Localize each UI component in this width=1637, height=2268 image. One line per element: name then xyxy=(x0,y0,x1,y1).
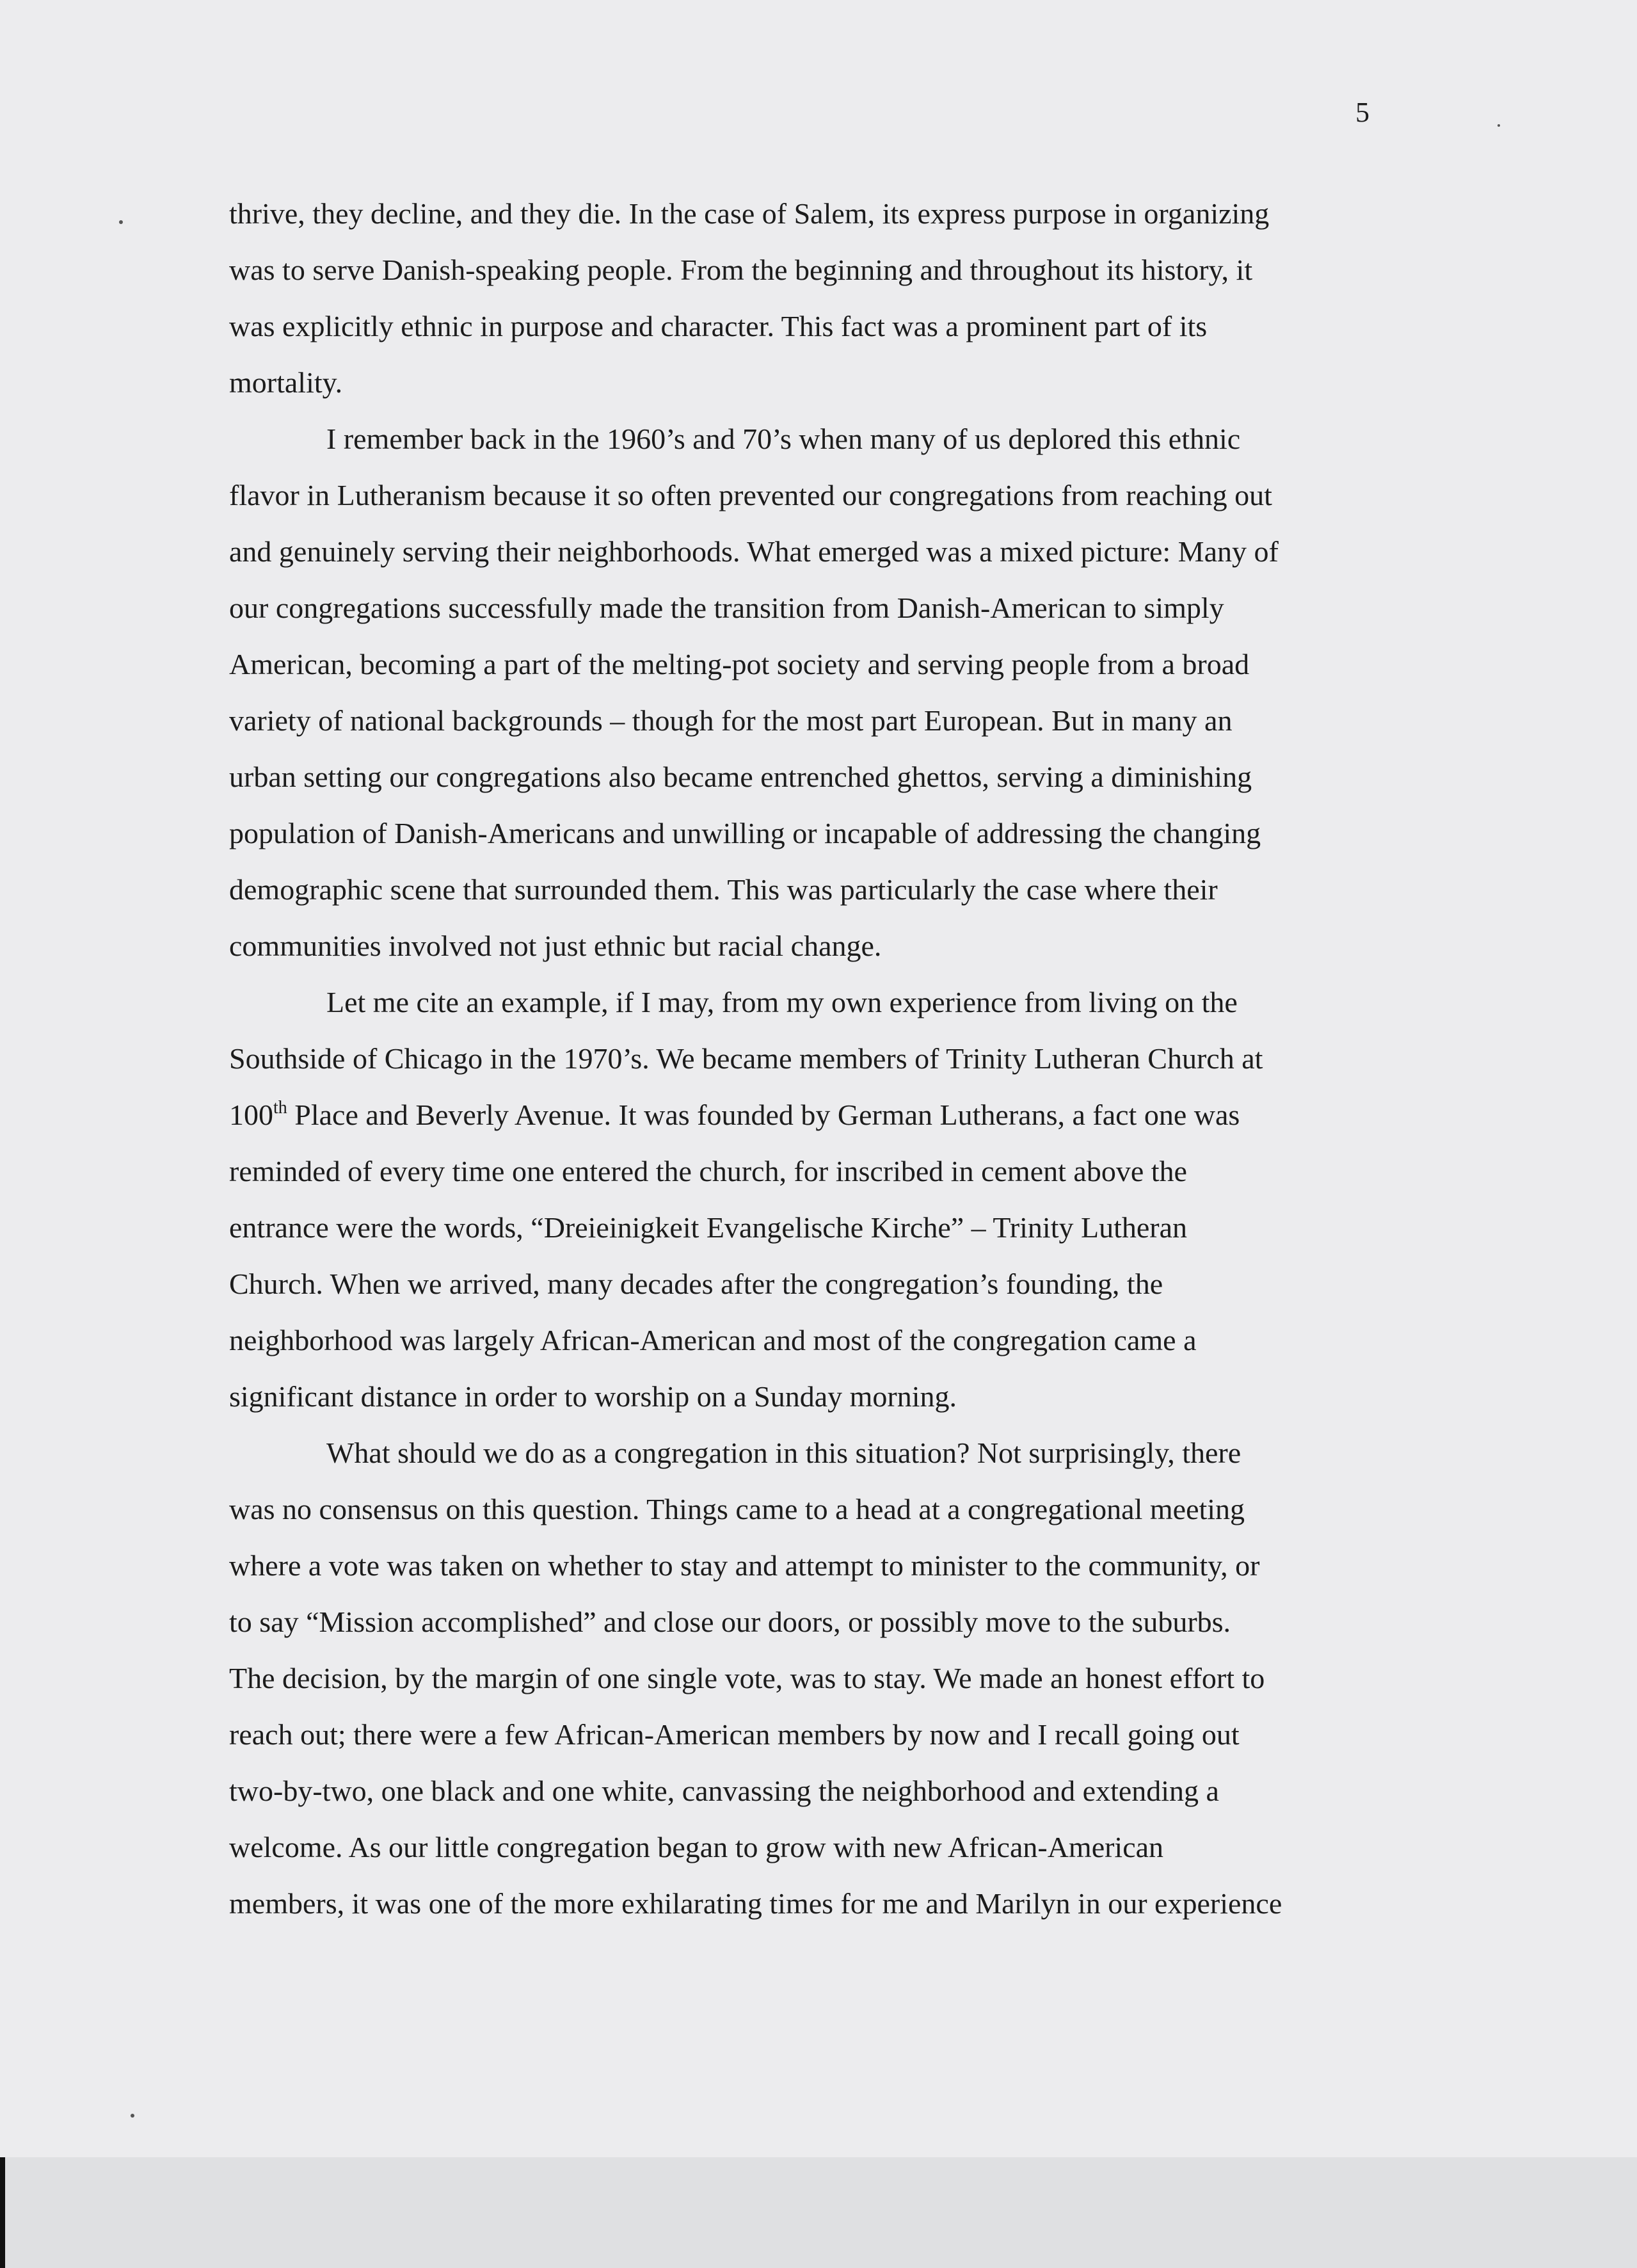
text-line: thrive, they decline, and they die. In the case of Salem, its express purpose in organizing xyxy=(229,197,1270,230)
text-line: The decision, by the margin of one single vote, was to stay. We made an honest effort to xyxy=(229,1662,1265,1694)
text-line: was to serve Danish-speaking people. From the beginning and throughout its history, it xyxy=(229,253,1253,286)
page-number: 5 xyxy=(1355,97,1369,128)
text-line: our congregations successfully made the transition from Danish-American to simply xyxy=(229,591,1224,624)
text-line: welcome. As our little congregation began to grow with new African-American xyxy=(229,1831,1164,1863)
text-line: to say “Mission accomplished” and close our doors, or possibly move to the suburbs. xyxy=(229,1605,1231,1638)
text-line: Southside of Chicago in the 1970’s. We became members of Trinity Lutheran Church at xyxy=(229,1042,1263,1075)
ordinal-superscript: th xyxy=(273,1098,287,1118)
text-line: was explicitly ethnic in purpose and character. This fact was a prominent part of its xyxy=(229,310,1208,342)
text-line: where a vote was taken on whether to stay and attempt to minister to the community, or xyxy=(229,1549,1260,1582)
text-line: reach out; there were a few African-American members by now and I recall going out xyxy=(229,1718,1240,1751)
scanner-margin xyxy=(0,2157,1637,2268)
text-line: mortality. xyxy=(229,366,343,399)
text-line: was no consensus on this question. Things came to a head at a congregational meeting xyxy=(229,1493,1245,1525)
text-line: flavor in Lutheranism because it so often prevented our congregations from reaching out xyxy=(229,479,1272,511)
text-line: American, becoming a part of the melting-pot society and serving people from a broad xyxy=(229,648,1250,680)
ordinal-number: 100 xyxy=(229,1098,273,1131)
scan-speck xyxy=(1497,124,1500,127)
text-line: and genuinely serving their neighborhoods. What emerged was a mixed picture: Many of xyxy=(229,535,1279,568)
text-line: demographic scene that surrounded them. This was particularly the case where their xyxy=(229,873,1218,906)
line-remainder: Place and Beverly Avenue. It was founded by German Lutherans, a fact one was xyxy=(287,1098,1240,1131)
paragraph-start-line: What should we do as a congregation in this situation? Not surprisingly, there xyxy=(326,1436,1242,1469)
text-line: two-by-two, one black and one white, canvassing the neighborhood and extending a xyxy=(229,1774,1219,1807)
paragraph-start-line: Let me cite an example, if I may, from my own experience from living on the xyxy=(326,986,1238,1018)
scan-speck xyxy=(131,2114,134,2118)
scan-speck xyxy=(119,220,123,224)
text-line: population of Danish-Americans and unwilling or incapable of addressing the changing xyxy=(229,817,1261,849)
body-text xyxy=(229,186,1378,1932)
text-line: Church. When we arrived, many decades after the congregation’s founding, the xyxy=(229,1267,1163,1300)
text-line-with-superscript xyxy=(229,1087,1378,1143)
text-line: reminded of every time one entered the church, for inscribed in cement above the xyxy=(229,1155,1187,1187)
text-line: members, it was one of the more exhilarating times for me and Marilyn in our experience xyxy=(229,1887,1282,1920)
text-line: significant distance in order to worship on a Sunday morning. xyxy=(229,1380,957,1413)
paragraph-start-line: I remember back in the 1960’s and 70’s when many of us deplored this ethnic xyxy=(326,422,1241,455)
scanner-edge xyxy=(0,2157,5,2268)
text-line: urban setting our congregations also became entrenched ghettos, serving a diminishing xyxy=(229,760,1252,793)
text-line: entrance were the words, “Dreieinigkeit Evangelische Kirche” – Trinity Lutheran xyxy=(229,1211,1188,1244)
text-line: variety of national backgrounds – though for the most part European. But in many an xyxy=(229,704,1233,737)
text-line: neighborhood was largely African-American and most of the congregation came a xyxy=(229,1324,1197,1356)
text-line: communities involved not just ethnic but racial change. xyxy=(229,929,882,962)
